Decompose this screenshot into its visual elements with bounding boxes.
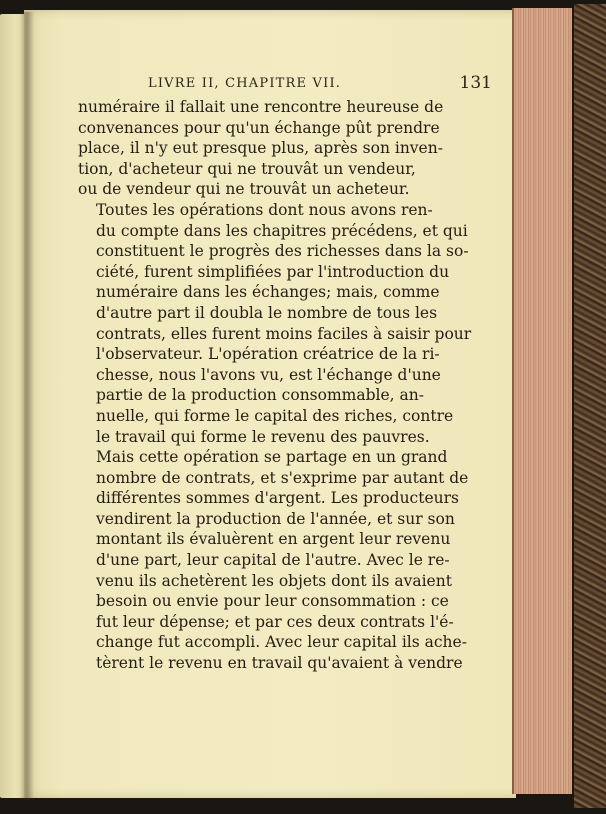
text-line: nuelle, qui forme le capital des riches, contre xyxy=(96,406,454,425)
text-line: Mais cette opération se partage en un grand xyxy=(96,448,448,467)
text-line: place, il n'y eut presque plus, après son inven- xyxy=(78,139,443,158)
text-line: d'autre part il doubla le nombre de tous les xyxy=(96,303,438,322)
paragraph xyxy=(78,200,472,674)
page-number: 131 xyxy=(459,73,492,93)
text-line: tèrent le revenu en travail qu'avaient à vendre xyxy=(96,654,463,673)
text-line: numéraire dans les échanges; mais, comme xyxy=(96,283,440,302)
text-line: montant ils évaluèrent en argent leur revenu xyxy=(96,530,451,549)
text-line: tion, d'acheteur qui ne trouvât un vendeur, xyxy=(78,159,416,178)
text-line: d'une part, leur capital de l'autre. Avec le re- xyxy=(96,551,450,570)
marbled-cover xyxy=(572,4,606,808)
text-line: ou de vendeur qui ne trouvât un acheteur. xyxy=(78,180,410,199)
running-head: LIVRE II, CHAPITRE VII. xyxy=(148,76,342,91)
text-line: nombre de contrats, et s'exprime par autant de xyxy=(96,468,469,487)
text-line: l'observateur. L'opération créatrice de la ri- xyxy=(96,345,440,364)
text-line: vendirent la production de l'année, et sur son xyxy=(96,509,455,528)
text-line: besoin ou envie pour leur consommation : ce xyxy=(96,592,449,611)
body-text xyxy=(78,97,472,674)
paragraph xyxy=(78,97,444,200)
text-line: numéraire il fallait une rencontre heureuse de xyxy=(78,98,444,116)
text-line: différentes sommes d'argent. Les producteurs xyxy=(96,489,459,508)
text-line: venu ils achetèrent les objets dont ils avaient xyxy=(96,571,452,590)
text-line: convenances pour qu'un échange pût prendre xyxy=(78,118,440,137)
text-line: le travail qui forme le revenu des pauvres. xyxy=(96,427,430,446)
text-line: ciété, furent simplifiées par l'introduction du xyxy=(96,262,450,281)
text-line: fut leur dépense; et par ces deux contrats l'é- xyxy=(96,612,454,631)
text-line: contrats, elles furent moins faciles à saisir pour xyxy=(96,324,472,343)
text-line: partie de la production consommable, an- xyxy=(96,386,424,405)
text-line: chesse, nous l'avons vu, est l'échange d'une xyxy=(96,365,441,384)
text-line: Toutes les opérations dont nous avons ren- xyxy=(96,200,433,219)
book-gutter xyxy=(20,12,34,800)
text-line: du compte dans les chapitres précédens, et qui xyxy=(96,221,468,240)
text-line: constituent le progrès des richesses dans la so- xyxy=(96,242,469,261)
text-line: change fut accompli. Avec leur capital ils ache- xyxy=(96,633,467,652)
page-header xyxy=(60,73,492,96)
